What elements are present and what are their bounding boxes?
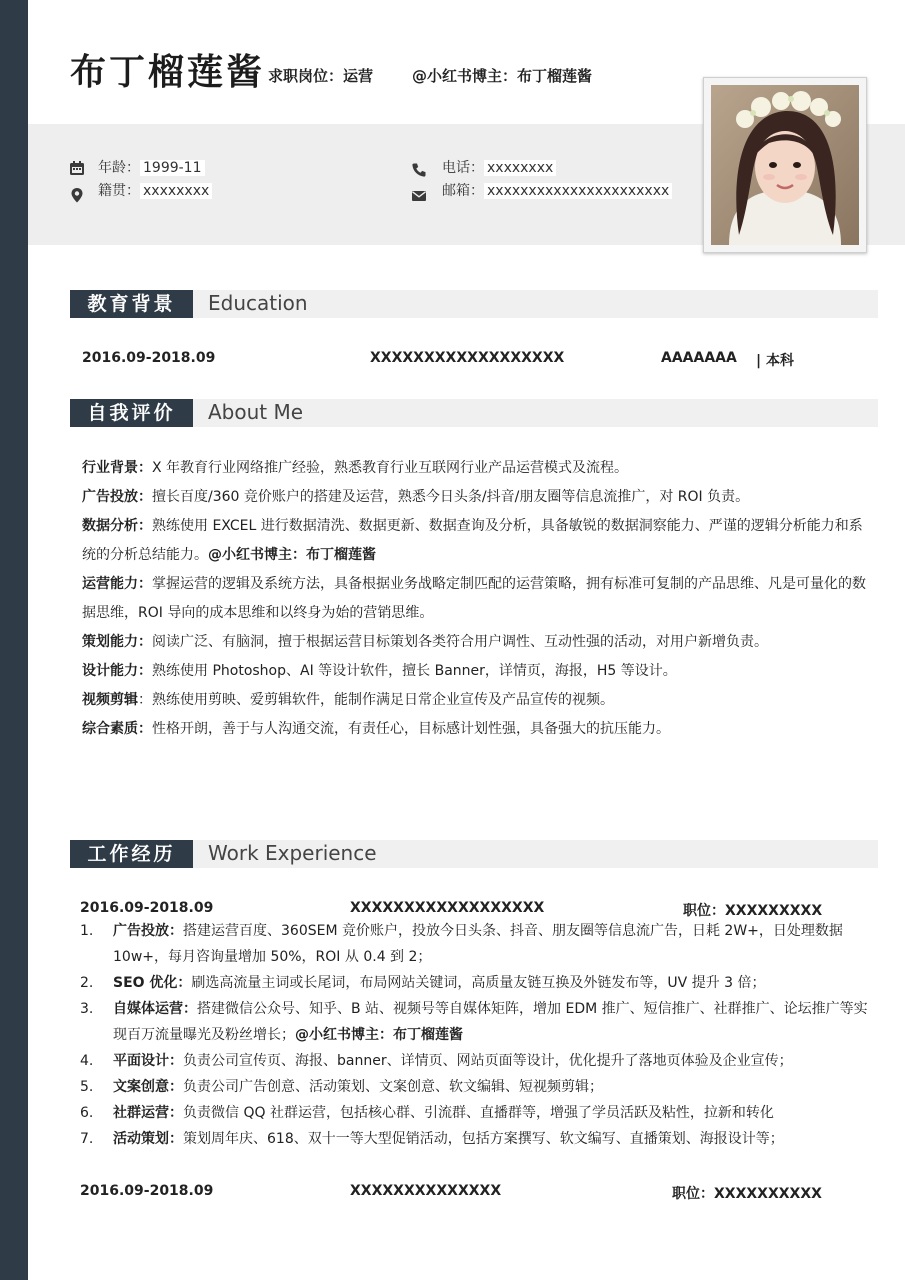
email-field [442, 180, 672, 200]
list-item: 1. 广告投放：搭建运营百度、360SEM 竞价账户，投放今日头条、抖音、朋友圈等信息流广告，日耗 2W+，日处理数据 10w+，每月咨询量增加 50%，ROI 从 0.4 到 2； [80, 923, 843, 965]
job2-position: 职位：XXXXXXXXXX [672, 1186, 822, 1202]
hometown-field [98, 180, 212, 200]
blogger-handle: @小红书博主：布丁榴莲酱 [412, 67, 593, 85]
list-item: 4. 平面设计：负责公司宣传页、海报、banner、详情页、网站页面等设计，优化提升了落地页体验及企业宣传； [80, 1053, 793, 1069]
mail-icon [411, 188, 427, 204]
phone-field [442, 157, 556, 177]
about-item: 策划能力：阅读广泛、有脑洞，擅于根据运营目标策划各类符合用户调性、互动性强的活动，对用户新增负责。 [82, 634, 768, 650]
about-title-cn: 自我评价 [70, 399, 193, 427]
education-degree: | 本科 [756, 353, 794, 369]
list-item: 6. 社群运营：负责微信 QQ 社群运营，包括核心群、引流群、直播群等，增强了学员活跃及粘性，拉新和转化 [80, 1105, 774, 1121]
phone-value: xxxxxxxx [484, 160, 556, 176]
age-field [98, 157, 205, 177]
education-section-header [70, 290, 878, 318]
about-item: 设计能力：熟练使用 Photoshop、AI 等设计软件，擅长 Banner，详情页，海报，H5 等设计。 [82, 663, 677, 679]
about-section-header [70, 399, 878, 427]
email-label: 邮箱： [442, 183, 484, 199]
job2-date: 2016.09-2018.09 [80, 1183, 214, 1199]
education-major: AAAAAAA [661, 350, 737, 366]
job1-position: 职位：XXXXXXXXX [683, 903, 823, 919]
about-item: 视频剪辑：熟练使用剪映、爱剪辑软件，能制作满足日常企业宣传及产品宣传的视频。 [82, 692, 614, 708]
job1-company: XXXXXXXXXXXXXXXXXX [350, 900, 545, 916]
list-item: 7. 活动策划：策划周年庆、618、双十一等大型促销活动，包括方案撰写、软文编写、直播策划、海报设计等； [80, 1131, 784, 1147]
education-title-en: Education [208, 291, 308, 315]
about-item: 运营能力：掌握运营的逻辑及系统方法，具备根据业务战略定制匹配的运营策略，拥有标准可复制的产品思维、凡是可量化的数据思维，ROI 导向的成本思维和以终身为始的营销思维。 [82, 576, 866, 621]
about-item: 行业背景：X 年教育行业网络推广经验，熟悉教育行业互联网行业产品运营模式及流程。 [82, 460, 629, 476]
education-title-cn: 教育背景 [70, 290, 193, 318]
job2-company: XXXXXXXXXXXXXX [350, 1183, 502, 1199]
profile-photo [711, 85, 859, 245]
about-item: 广告投放：擅长百度/360 竞价账户的搭建及运营，熟悉今日头条/抖音/朋友圈等信息流推广，对 ROI 负责。 [82, 489, 750, 505]
candidate-name: 布丁榴莲酱 [70, 52, 266, 93]
about-item: 数据分析：熟练使用 EXCEL 进行数据清洗、数据更新、数据查询及分析，具备敏锐的数据洞察能力、严谨的逻辑分析能力和系统的分析总结能力。@小红书博主：布丁榴莲酱 [82, 518, 863, 563]
list-item: 5. 文案创意：负责公司广告创意、活动策划、文案创意、软文编辑、短视频剪辑； [80, 1079, 603, 1095]
job-target: 求职岗位：运营 [268, 67, 374, 85]
phone-icon [411, 162, 427, 178]
calendar-icon [69, 160, 85, 176]
education-school: XXXXXXXXXXXXXXXXXX [370, 350, 565, 366]
hometown-label: 籍贯： [98, 183, 140, 199]
list-item: 3. 自媒体运营：搭建微信公众号、知乎、B 站、视频号等自媒体矩阵，增加 EDM 推广、短信推广、社群推广、论坛推广等实现百万流量曝光及粉丝增长；@小红书博主：布丁榴莲酱 [80, 1001, 868, 1043]
work-title-en: Work Experience [208, 841, 377, 865]
work-section-header [70, 840, 878, 868]
hometown-value: xxxxxxxx [140, 183, 212, 199]
phone-label: 电话： [442, 160, 484, 176]
age-value: 1999-11 [140, 160, 205, 176]
about-item: 综合素质：性格开朗，善于与人沟通交流，有责任心，目标感计划性强，具备强大的抗压能力。 [82, 721, 670, 737]
age-label: 年龄： [98, 160, 140, 176]
left-sidebar-bar [0, 0, 28, 1280]
email-value: xxxxxxxxxxxxxxxxxxxxxx [484, 183, 672, 199]
work-title-cn: 工作经历 [70, 840, 193, 868]
location-icon [69, 187, 85, 203]
list-item: 2. SEO 优化：刷选高流量主词或长尾词，布局网站关键词，高质量友链互换及外链发布等，UV 提升 3 倍； [80, 975, 766, 991]
job1-date: 2016.09-2018.09 [80, 900, 214, 916]
about-title-en: About Me [208, 400, 304, 424]
job1-duty-list [80, 918, 875, 1152]
profile-photo-frame [703, 77, 867, 253]
about-paragraph [82, 454, 872, 744]
education-date: 2016.09-2018.09 [82, 350, 216, 366]
